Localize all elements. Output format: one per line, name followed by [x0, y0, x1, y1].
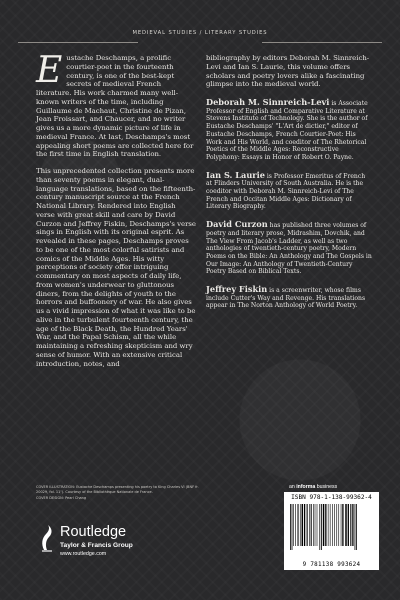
routledge-logo-icon	[40, 524, 54, 552]
barcode-bar	[334, 504, 335, 546]
publisher-logo	[40, 524, 160, 560]
barcode-bar	[332, 504, 333, 546]
barcode-bar	[323, 504, 325, 546]
barcode-bar	[317, 504, 318, 546]
bio-name: Jeffrey Fiskin	[206, 284, 268, 295]
drop-cap: E	[36, 50, 63, 91]
barcode-bar	[311, 504, 312, 546]
isbn-text: ISBN 978-1-138-99362-4	[291, 494, 372, 501]
blurb-continuation: bibliography by editors Deborah M. Sinnreich-Levi and Ian S. Laurie, this volume offers scholars and poetry lovers alike a fascinating glimpse into the medieval world.	[206, 54, 370, 89]
barcode-bar	[325, 504, 326, 546]
barcode-bar	[352, 504, 353, 546]
barcode-bar	[295, 504, 296, 546]
barcode-bar	[304, 504, 305, 546]
barcode-bar	[309, 504, 310, 546]
barcode-bar	[345, 504, 347, 546]
informa-prefix: an	[289, 484, 297, 490]
barcode-bar	[313, 504, 314, 546]
barcode-bar	[338, 504, 339, 546]
bio-text: is Associate Professor of English and Comparative Literature at Stevens Institute of Technology. She is the author of Eustache Deschamps' "L'Art de dictier," editor of Eustache Deschamps, French Courtier-Poet: His Work and His World, and coeditor of The Rhetorical Poetics of the Middle Ages: Reconstructive Polyphony: Essays in Honor of Robert O. Payne.	[206, 100, 368, 161]
barcode-bar	[292, 504, 293, 550]
informa-word: informa	[296, 484, 316, 490]
barcode-bar	[356, 504, 357, 550]
cover-design-credit: COVER DESIGN: Pearl Chang	[36, 496, 87, 501]
barcode-bar	[350, 504, 351, 546]
barcode-number: 9 781138 993624	[302, 562, 361, 568]
series-label: MEDIEVAL STUDIES / LITERARY STUDIES	[132, 30, 268, 36]
bio-fiskin	[206, 286, 372, 310]
blurb-right-column	[206, 54, 372, 320]
bio-name: Ian S. Laurie	[206, 169, 265, 180]
barcode-bar	[300, 504, 301, 546]
barcode-bar	[355, 504, 356, 550]
cover-illustration-credit: COVER ILLUSTRATION: Eustache Deschamps presenting his poetry to King Charles VI (BNF fr. 20029, fol. 11ᵛ). Courtesy of the Bibliothèque Nationale de France.	[36, 485, 199, 494]
blurb-left-column	[36, 50, 196, 368]
isbn-barcode-box	[284, 492, 379, 570]
barcode-bar	[319, 504, 320, 550]
publisher-group: Taylor & Francis Group	[60, 542, 133, 549]
bio-text: is Professor Emeritus of French at Flinders University of South Australia. He is the coeditor with Deborah M. Sinnreich-Levi of The French and Occitan Middle Ages: Dictionary of Literary Biography.	[206, 172, 366, 211]
barcode-bar	[330, 504, 331, 546]
barcode-bar	[328, 504, 329, 546]
series-rule-right	[262, 42, 382, 43]
barcode-bar	[298, 504, 299, 546]
bio-sinnreich-levi	[206, 99, 372, 162]
publisher-name: Routledge	[60, 524, 127, 540]
bio-name: Deborah M. Sinnreich-Levi	[206, 97, 330, 107]
bio-curzon	[206, 221, 372, 276]
barcode-bar	[341, 504, 342, 546]
barcode-bar	[307, 504, 308, 546]
blurb-paragraph-1-text: ustache Deschamps, a prolific courtier-poet in the fourteenth century, is one of the best-kept secrets of medieval French literature. His work charmed many well-known writers of the time, including Guillaume de Machaut, Christine de Pizan, Jean Froissart, and Chaucer, and no writer gives us a more dynamic picture of life in medieval France. At last, Deschamps's most appealing short poems are collected here for the first time in English translation.	[36, 54, 194, 159]
blurb-paragraph-1	[36, 50, 196, 159]
cover-credits	[36, 485, 201, 503]
barcode-graphic	[288, 504, 375, 556]
bio-laurie	[206, 169, 372, 212]
bio-text: has published three volumes of poetry and literary prose, Midrashim, Dovchik, and The View From Jacob's Ladder, as well as two anthologies of twentieth-century poetry, Modern Poems on the Bible: An Anthology and The Gospels in Our Image: An Anthology of Twentieth-Century Poetry Based on Biblical Texts.	[206, 222, 372, 276]
barcode-bar	[348, 504, 349, 546]
informa-suffix: business	[315, 484, 338, 490]
bio-name: David Curzon	[206, 219, 268, 230]
barcode-bar	[302, 504, 304, 546]
barcode-bar	[290, 504, 291, 550]
barcode-bar	[315, 504, 316, 546]
barcode-bar	[293, 504, 294, 546]
informa-tagline	[289, 484, 337, 490]
barcode-bar	[321, 504, 322, 550]
blurb-paragraph-2: This unprecedented collection presents more than seventy poems in elegant, dual-language translations, based on the fifteenth-century manuscript source at the French National Library. Rendered into English verse with great skill and care by David Curzon and Jeffrey Fiskin, Deschamps's verse sings in English with its original esprit. As revealed in these pages, Deschamps proves to be one of the most colorful satirists and comics of the Middle Ages. His witty perceptions of society offer intriguing commentary on most aspects of daily life, from women's underwear to gluttonous diners, from the delights of youth to the horrors and buffoonery of war. He also gives us a vivid impression of what it was like to be alive in the turbulent fourteenth century, the age of the Black Death, the Hundred Years' War, and the Papal Schism, all the while maintaining a refreshing skepticism and wry sense of humor. With an extensive critical introduction, notes, and	[36, 167, 196, 368]
series-rule-left	[18, 42, 138, 43]
publisher-url: www.routledge.com	[60, 551, 107, 557]
bio-text: is a screenwriter, whose films include Cutter's Way and Revenge. His translations appear in The Norton Anthology of World Poetry.	[206, 287, 366, 310]
barcode-bar	[336, 504, 337, 546]
barcode-bar	[342, 504, 343, 546]
